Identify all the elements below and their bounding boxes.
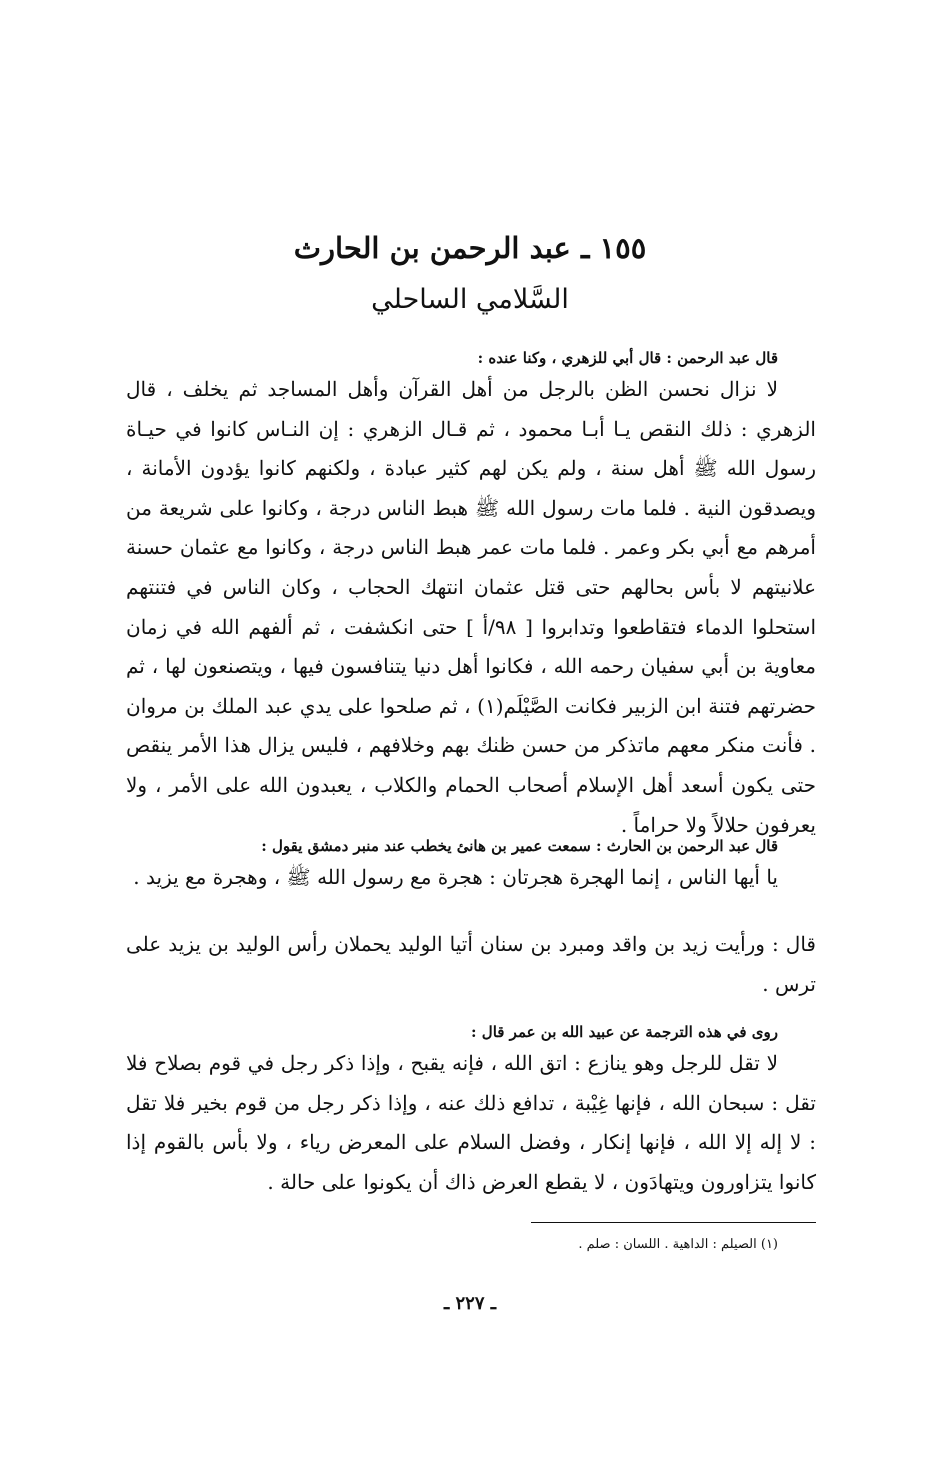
footnote-divider	[531, 1222, 816, 1223]
section-walid-head	[126, 925, 816, 1004]
biography-title: ١٥٥ ـ عبد الرحمن بن الحارث	[293, 231, 647, 265]
page-number: ـ ٢٢٧ ـ	[443, 1293, 497, 1314]
section-umair-sermon	[126, 834, 816, 898]
section-paragraph: قال : ورأيت زيد بن واقد ومبرد بن سنان أتيا الوليد يحملان رأس الوليد بن يزيد على ترس .	[126, 932, 816, 996]
section-intro: قال عبد الرحمن بن الحارث : سمعت عمير بن هانئ يخطب عند منبر دمشق يقول :	[261, 837, 778, 855]
section-paragraph: لا نزال نحسن الظن بالرجل من أهل القرآن وأهل المساجد ثم يخلف ، قال الزهري : ذلك النقص يـا أبـا محمود ، ثم قـال الزهري : إن النـاس كانوا في حيـاة رسول الله ﷺ أهل سنة ، ولم يكن لهم كثير عبادة ، ولكنهم كانوا يؤدون الأمانة ، ويصدقون النية . فلما مات رسول الله ﷺ هبط الناس درجة ، وكانوا على شريعة من أمرهم مع أبي بكر وعمر . فلما مات عمر هبط الناس درجة ، وكانوا مع عثمان حسنة علانيتهم لا بأس بحالهم حتى قتل عثمان انتهك الحجاب ، وكان الناس في فتنتهم استحلوا الدماء فتقاطعوا وتدابروا [ ٩٨/أ ] حتى انكشفت ، ثم ألفهم الله في زمان معاوية بن أبي سفيان رحمه الله ، فكانوا أهل دنيا يتنافسون فيها ، ويتصنعون لها ، ثم حضرتهم فتنة ابن الزبير فكانت الصَّيْلَم(١) ، ثم صلحوا على يدي عبد الملك بن مروان . فأنت منكر معهم ماتذكر من حسن ظنك بهم وخلافهم ، فليس يزال هذا الأمر ينقص حتى يكون أسعد أهل الإسلام أصحاب الحمام والكلاب ، يعبدون الله على الأمر ، ولا يعرفون حلالاً ولا حراماً .	[126, 377, 817, 837]
section-intro: روى في هذه الترجمة عن عبيد الله بن عمر قال :	[471, 1023, 778, 1041]
section-paragraph: لا تقل للرجل وهو ينازع : اتق الله ، فإنه يقبح ، وإذا ذكر رجل في قوم بصلاح فلا تقل : سبحان الله ، فإنها غِيْبة ، تدافع ذلك عنه ، وإذا ذكر رجل من قوم بخير فلا تقل : لا إله إلا الله ، فإنها إنكار ، وفضل السلام على المعرض رياء ، ولا بأس بالقوم إذا كانوا يتزاورون ويتهادَون ، لا يقطع العرض ذاك أن يكونوا على حالة .	[126, 1051, 816, 1194]
section-ubaidullah-narration	[126, 1020, 816, 1202]
section-zuhri-narration	[126, 346, 816, 845]
footnote: (١) الصيلم : الداهية . اللسان : صلم .	[578, 1237, 778, 1252]
section-intro: قال عبد الرحمن : قال أبي للزهري ، وكنا عنده :	[477, 349, 778, 367]
section-paragraph: يا أيها الناس ، إنما الهجرة هجرتان : هجرة مع رسول الله ﷺ ، وهجرة مع يزيد .	[133, 865, 778, 889]
biography-subtitle: السَّلامي الساحلي	[371, 284, 569, 315]
